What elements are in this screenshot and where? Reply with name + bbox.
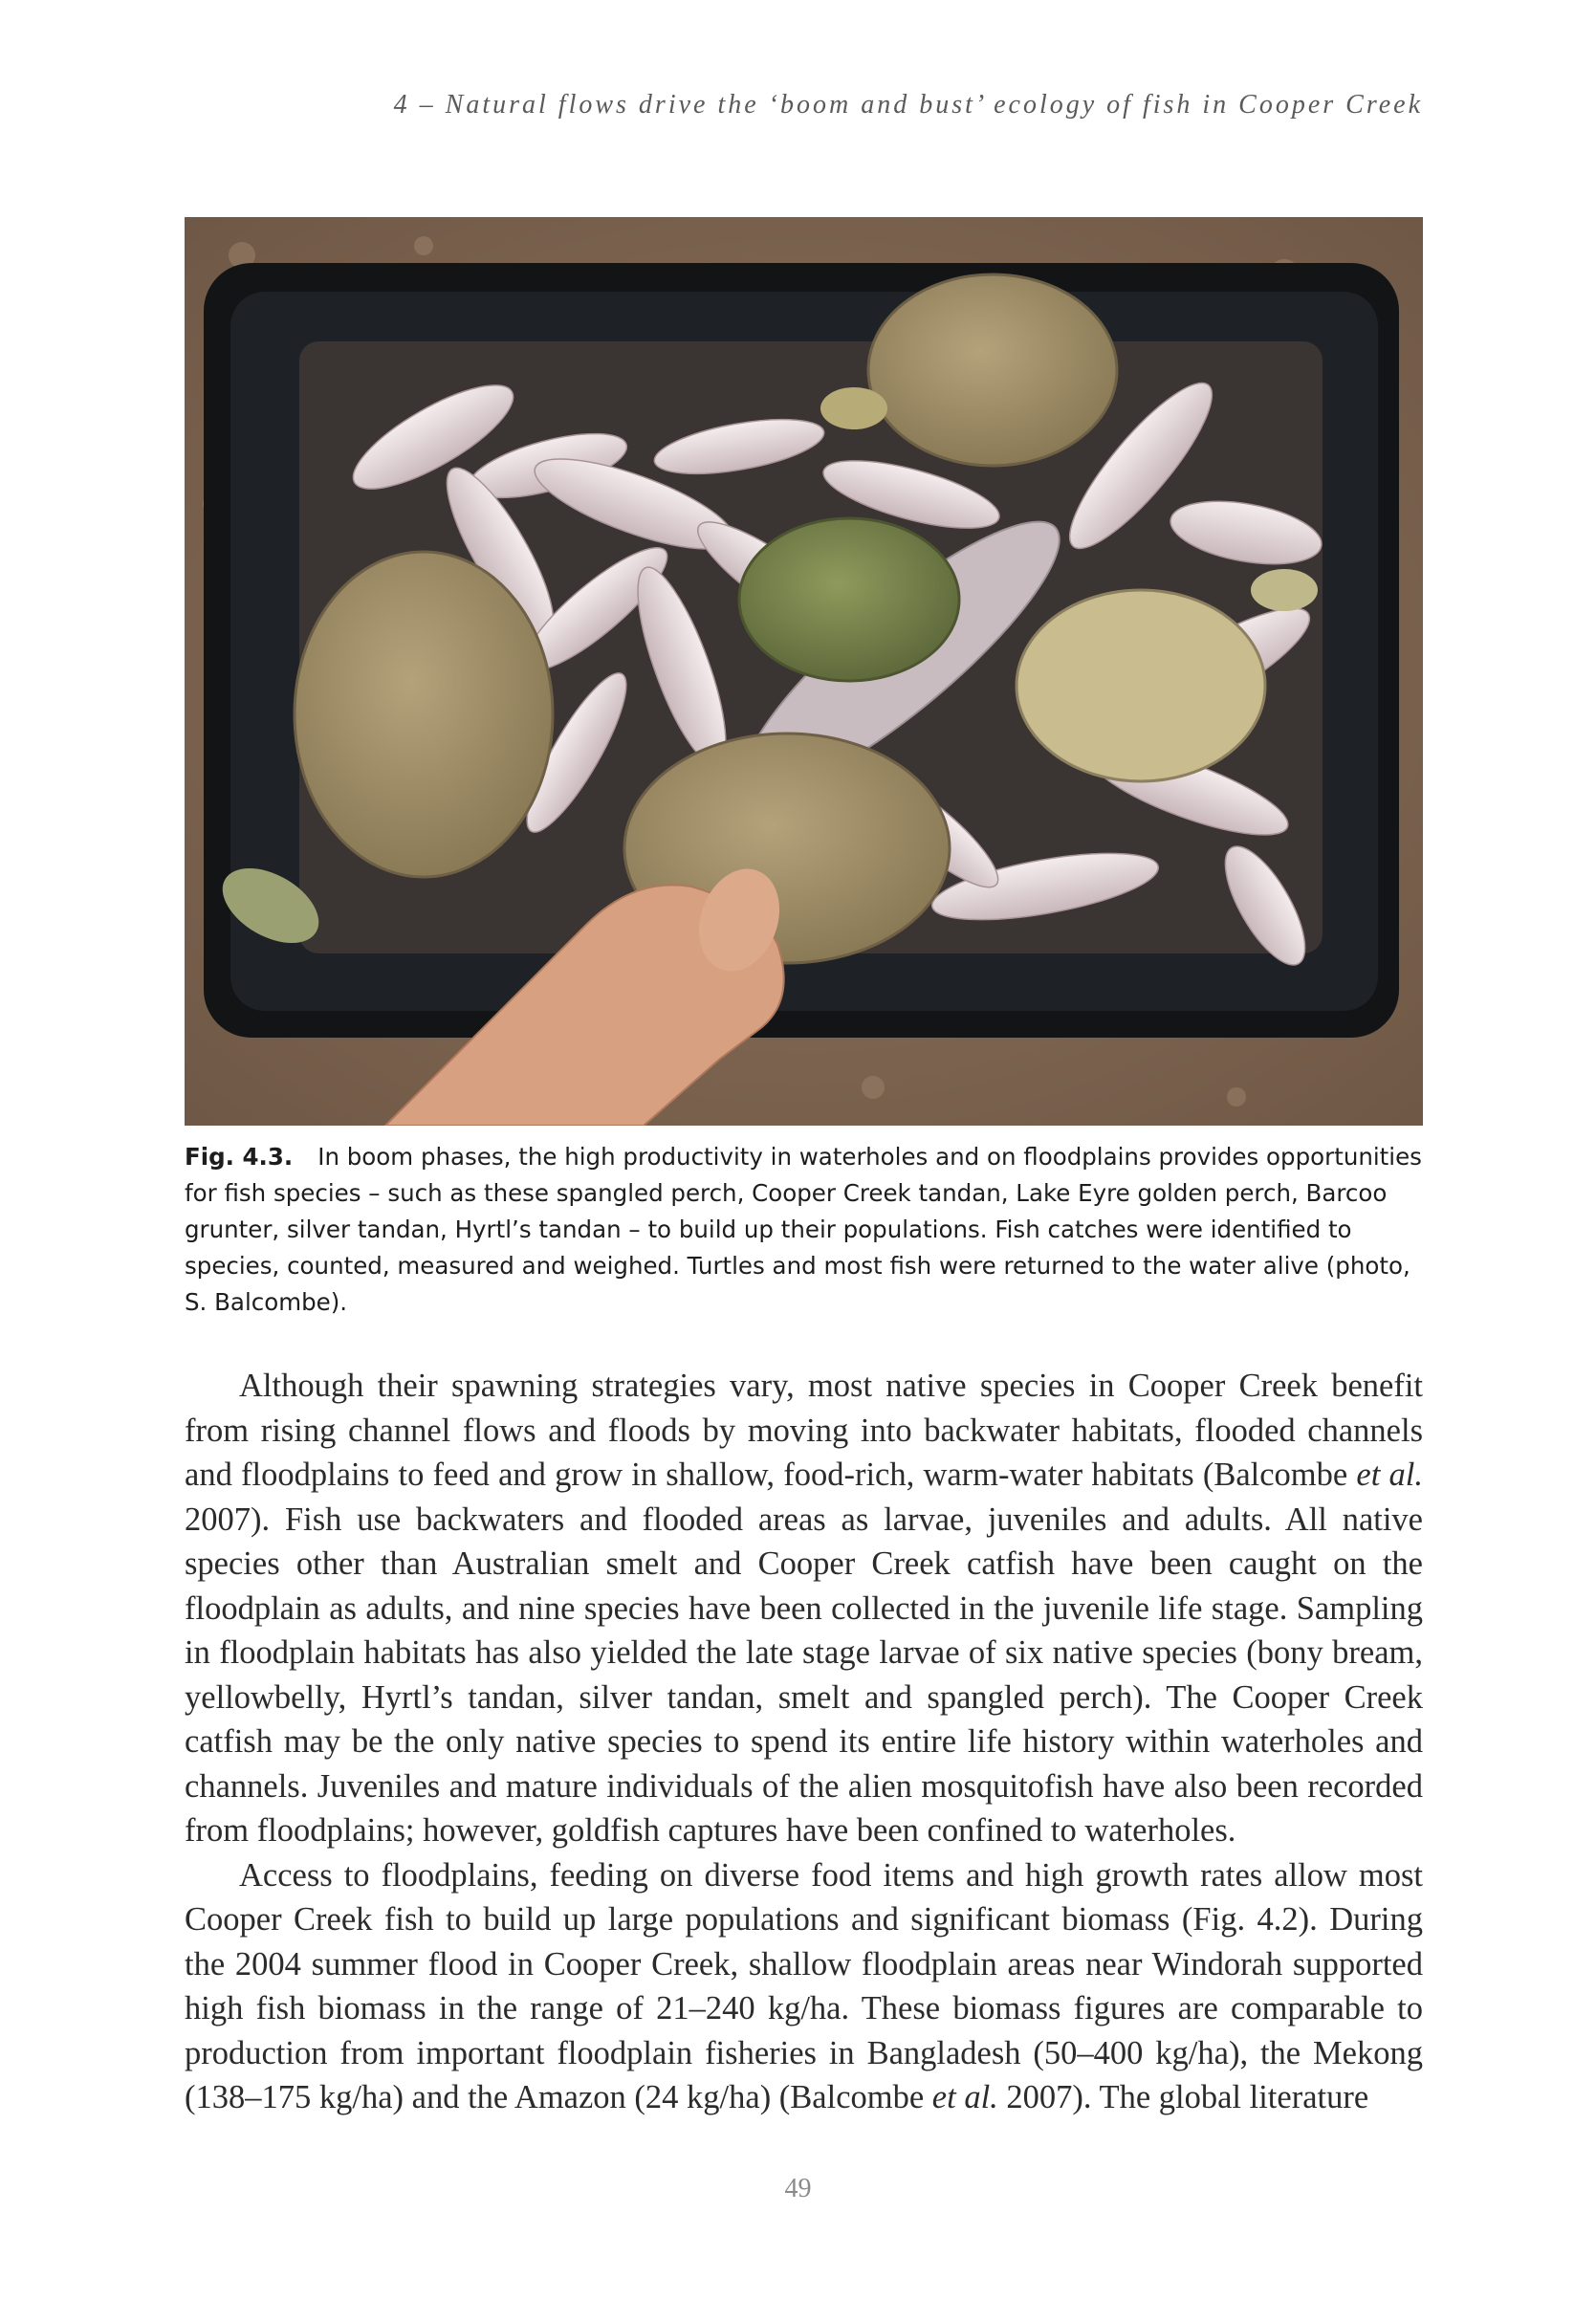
- running-header: 4 – Natural flows drive the ‘boom and bust’ ecology of fish in Cooper Creek: [393, 90, 1423, 120]
- figure-caption-text: In boom phases, the high productivity in waterholes and on floodplains provides opportunities for fish species – such as these spangled perch, Cooper Creek tandan, Lake Eyre golden perch, Barcoo grunter, silver tandan, Hyrtl’s tandan – to build up their populations. Fish catches were identified to species, counted, measured and weighed. Turtles and most fish were returned to the water alive (photo, S. Balcombe).: [185, 1143, 1422, 1316]
- body-text: [185, 1364, 1423, 2120]
- figure-label: Fig. 4.3.: [185, 1143, 294, 1171]
- figure-caption: [185, 1139, 1423, 1321]
- figure-photo: [185, 217, 1423, 1126]
- paragraph-1: Although their spawning strategies vary, most native species in Cooper Creek benefit from rising channel flows and floods by moving into backwater habitats, flooded channels and floodplains to feed and grow in shallow, food-rich, warm-water habitats (Balcombe et al. 2007). Fish use backwaters and flooded areas as larvae, juveniles and adults. All native species other than Australian smelt and Cooper Creek catfish have been caught on the floodplain as adults, and nine species have been collected in the juvenile life stage. Sampling in floodplain habitats has also yielded the late stage larvae of six native species (bony bream, yellowbelly, Hyrtl’s tandan, silver tandan, smelt and spangled perch). The Cooper Creek catfish may be the only native species to spend its entire life history within waterholes and channels. Juveniles and mature individuals of the alien mosquitofish have also been recorded from floodplains; however, goldfish captures have been confined to waterholes.: [185, 1368, 1423, 1849]
- page-number: 49: [784, 2174, 812, 2203]
- photo-fish-crate: [185, 217, 1423, 1126]
- paragraph-2: Access to floodplains, feeding on diverse food items and high growth rates allow most Cooper Creek fish to build up large populations and significant biomass (Fig. 4.2). During the 2004 summer flood in Cooper Creek, shallow floodplain areas near Windorah supported high fish biomass in the range of 21–240 kg/ha. These biomass figures are comparable to production from important floodplain fisheries in Bangladesh (50–400 kg/ha), the Mekong (138–175 kg/ha) and the Amazon (24 kg/ha) (Balcombe et al. 2007). The global literature: [185, 1856, 1423, 2115]
